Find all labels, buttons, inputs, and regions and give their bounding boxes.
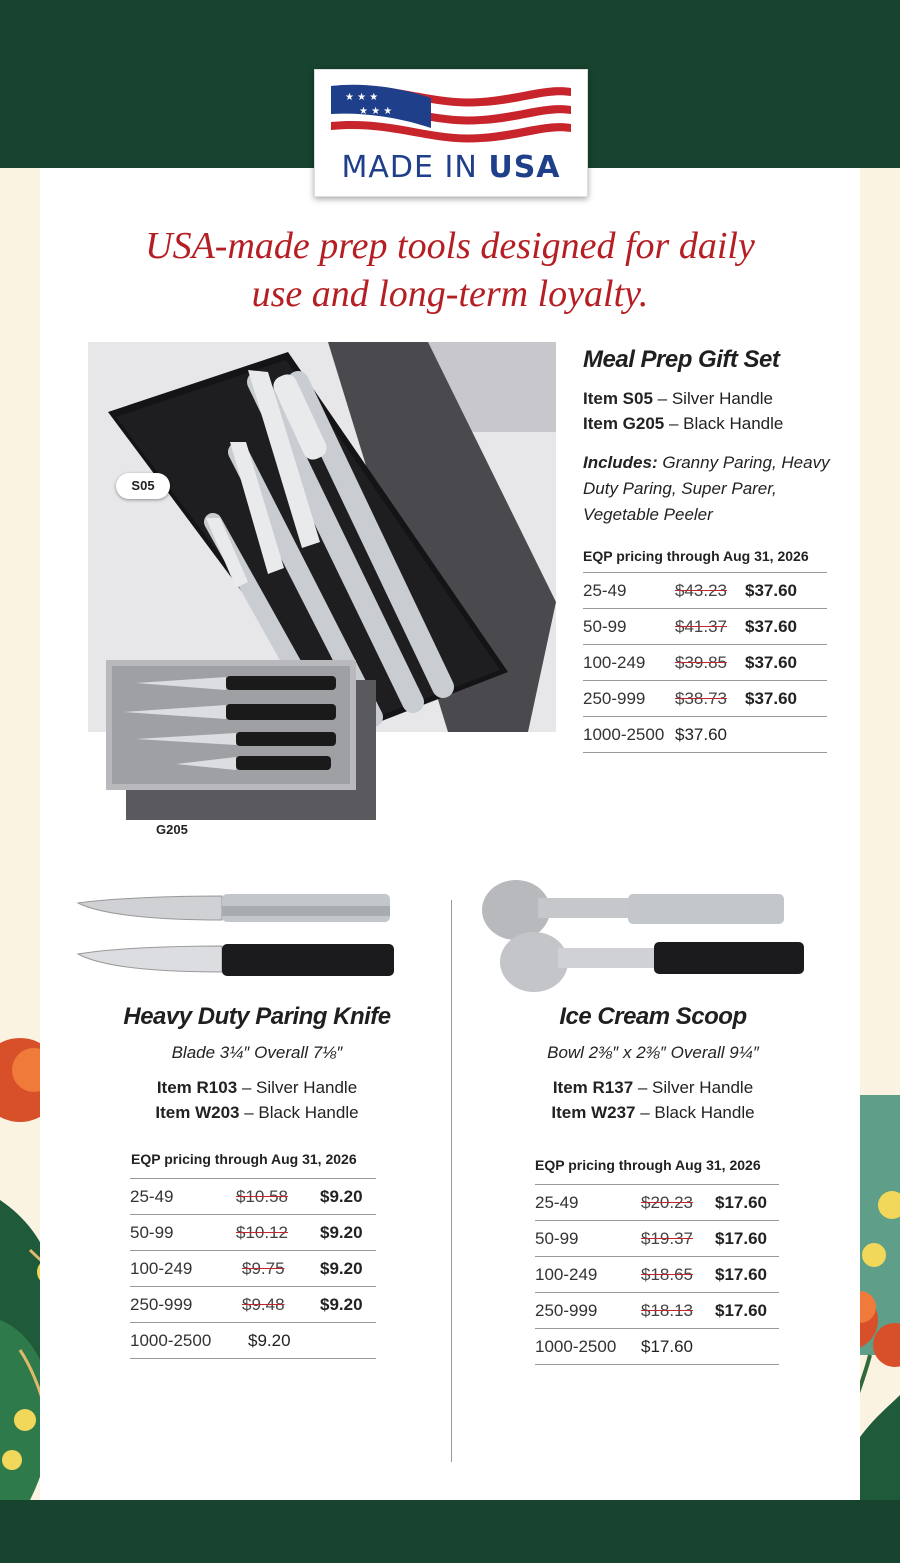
includes-text: Includes: Granny Paring, Heavy Duty Paring, Super Parer, Vegetable Peeler <box>583 453 830 524</box>
table-row: 250-999 $9.48 $9.20 <box>130 1287 376 1323</box>
headline-line-1: USA-made prep tools designed for daily <box>145 225 755 267</box>
table-row: 100-249 $39.85 $37.60 <box>583 645 827 681</box>
table-row: 25-49 $43.23 $37.60 <box>583 573 827 609</box>
meal-prep-title: Meal Prep Gift Set <box>583 346 780 373</box>
table-row: 1000-2500 $17.60 <box>535 1329 779 1365</box>
item-line: Item W203 – Black Handle <box>155 1103 359 1122</box>
item-line: Item R137 – Silver Handle <box>552 1078 754 1097</box>
paring-knife-price-table <box>130 1178 376 1359</box>
svg-text:★ ★ ★: ★ ★ ★ <box>345 92 379 103</box>
table-row: 1000-2500 $9.20 <box>130 1323 376 1359</box>
table-row: 50-99 $19.37 $17.60 <box>535 1221 779 1257</box>
table-row: 100-249 $9.75 $9.20 <box>130 1251 376 1287</box>
meal-prep-info <box>583 346 833 753</box>
meal-prep-price-table <box>583 572 827 753</box>
item-line: Item R103 – Silver Handle <box>156 1078 358 1097</box>
scoop-price-table <box>535 1184 779 1365</box>
table-row: 250-999 $18.13 $17.60 <box>535 1293 779 1329</box>
scoop-dims: Bowl 2⅜″ x 2⅜″ Overall 9¼″ <box>547 1043 759 1062</box>
pricing-label: EQP pricing through Aug 31, 2026 <box>583 548 809 564</box>
paring-knife-dims: Blade 3¼″ Overall 7⅛″ <box>171 1043 343 1062</box>
paring-knife-photo <box>74 888 396 983</box>
item-line: Item S05 – Silver Handle <box>583 389 773 408</box>
table-row: 1000-2500 $37.60 <box>583 717 827 753</box>
table-row: 250-999 $38.73 $37.60 <box>583 681 827 717</box>
table-row: 100-249 $18.65 $17.60 <box>535 1257 779 1293</box>
paring-knife-title: Heavy Duty Paring Knife <box>123 1003 391 1030</box>
bottom-band <box>0 1500 900 1563</box>
item-line: Item W237 – Black Handle <box>551 1103 755 1122</box>
pricing-label: EQP pricing through Aug 31, 2026 <box>131 1151 357 1167</box>
item-line: Item G205 – Black Handle <box>583 414 784 433</box>
made-in-usa-badge <box>314 69 588 197</box>
table-row: 50-99 $10.12 $9.20 <box>130 1215 376 1251</box>
paring-knife-info <box>74 1003 440 1125</box>
table-row: 25-49 $10.58 $9.20 <box>130 1179 376 1215</box>
headline <box>60 222 840 318</box>
pricing-label: EQP pricing through Aug 31, 2026 <box>535 1157 761 1173</box>
column-divider <box>451 900 452 1462</box>
table-row: 50-99 $41.37 $37.60 <box>583 609 827 645</box>
tag-g205: G205 <box>156 822 188 837</box>
scoop-title: Ice Cream Scoop <box>559 1003 747 1030</box>
tag-s05: S05 <box>116 473 170 499</box>
badge-label: MADE IN USA <box>341 150 561 185</box>
g205-set-photo <box>106 660 376 820</box>
table-row: 25-49 $20.23 $17.60 <box>535 1185 779 1221</box>
scoop-info <box>470 1003 836 1125</box>
svg-text:★ ★ ★: ★ ★ ★ <box>359 106 393 117</box>
headline-line-2: use and long-term loyalty. <box>251 273 649 315</box>
ice-cream-scoop-photo <box>478 868 808 1000</box>
us-flag-icon <box>331 80 571 150</box>
